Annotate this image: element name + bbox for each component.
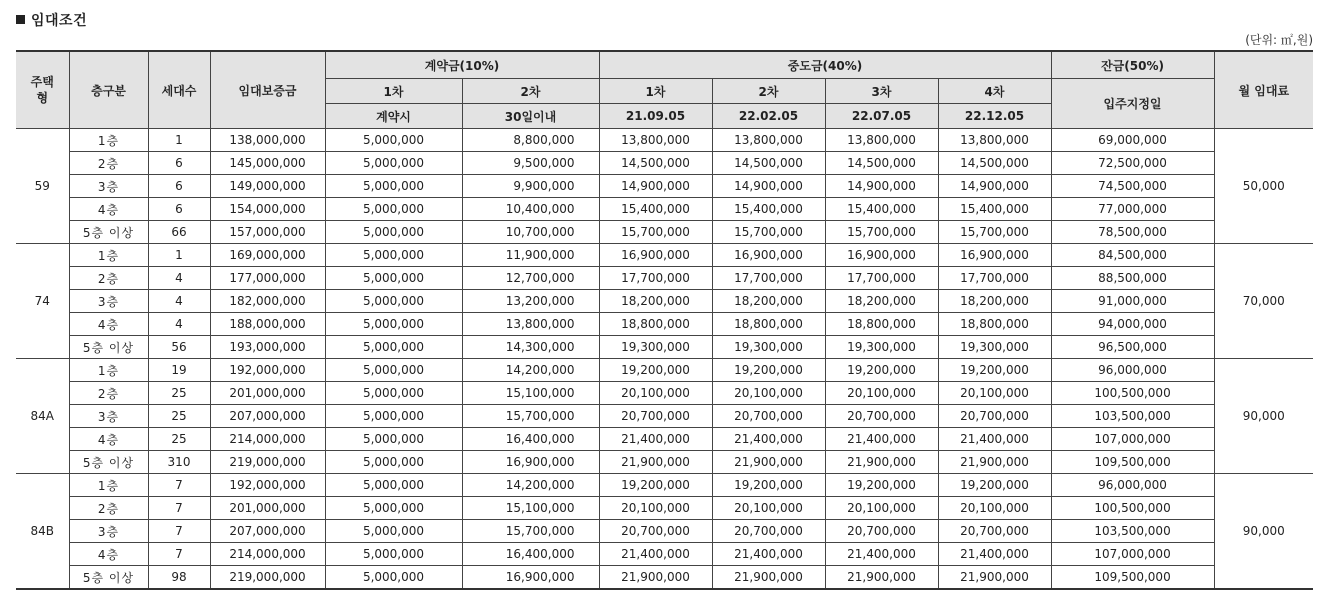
header-floor: 층구분 [69,51,148,129]
table-row [16,451,1313,474]
header-contract: 계약금(10%) [325,51,599,79]
deposit-cell: 193,000,000 [210,336,325,359]
contract-2-cell: 16,900,000 [462,451,599,474]
middle-3-cell: 14,500,000 [825,152,938,175]
header-contract-1: 1차 [325,79,462,104]
contract-2-cell: 14,200,000 [462,474,599,497]
deposit-cell: 138,000,000 [210,129,325,152]
middle-4-cell: 20,100,000 [938,497,1051,520]
table-row [16,405,1313,428]
middle-2-cell: 21,900,000 [712,566,825,590]
contract-1-cell: 5,000,000 [325,198,462,221]
contract-2-cell: 15,700,000 [462,520,599,543]
contract-2-cell: 8,800,000 [462,129,599,152]
header-contract-2: 2차 [462,79,599,104]
header-house-type: 주택형 [16,51,69,129]
middle-1-cell: 19,300,000 [599,336,712,359]
table-row [16,152,1313,175]
contract-1-cell: 5,000,000 [325,175,462,198]
balance-cell: 91,000,000 [1051,290,1214,313]
middle-2-cell: 18,200,000 [712,290,825,313]
middle-4-cell: 15,700,000 [938,221,1051,244]
contract-1-cell: 5,000,000 [325,497,462,520]
middle-3-cell: 17,700,000 [825,267,938,290]
units-cell: 6 [148,152,210,175]
middle-3-cell: 20,700,000 [825,405,938,428]
table-row [16,543,1313,566]
header-middle-4: 4차 [938,79,1051,104]
floor-cell: 5층 이상 [69,336,148,359]
middle-2-cell: 14,500,000 [712,152,825,175]
middle-4-cell: 18,800,000 [938,313,1051,336]
middle-3-cell: 13,800,000 [825,129,938,152]
contract-2-cell: 13,800,000 [462,313,599,336]
house-type-cell: 59 [16,129,69,244]
middle-1-cell: 19,200,000 [599,474,712,497]
unit-note: (단위: ㎡,원) [1245,33,1313,47]
deposit-cell: 177,000,000 [210,267,325,290]
contract-1-cell: 5,000,000 [325,267,462,290]
floor-cell: 1층 [69,359,148,382]
deposit-cell: 207,000,000 [210,405,325,428]
table-row [16,129,1313,152]
middle-3-cell: 19,200,000 [825,474,938,497]
middle-2-cell: 15,400,000 [712,198,825,221]
deposit-cell: 201,000,000 [210,497,325,520]
balance-cell: 109,500,000 [1051,566,1214,590]
deposit-cell: 192,000,000 [210,474,325,497]
floor-cell: 4층 [69,313,148,336]
deposit-cell: 169,000,000 [210,244,325,267]
middle-1-cell: 21,900,000 [599,566,712,590]
middle-4-cell: 14,900,000 [938,175,1051,198]
table-row [16,566,1313,590]
floor-cell: 3층 [69,405,148,428]
deposit-cell: 201,000,000 [210,382,325,405]
middle-3-cell: 19,200,000 [825,359,938,382]
contract-2-cell: 10,700,000 [462,221,599,244]
deposit-cell: 182,000,000 [210,290,325,313]
floor-cell: 5층 이상 [69,566,148,590]
header-monthly-rent: 월 임대료 [1214,51,1313,129]
middle-3-cell: 21,400,000 [825,543,938,566]
balance-cell: 100,500,000 [1051,382,1214,405]
house-type-cell: 74 [16,244,69,359]
middle-1-cell: 21,400,000 [599,543,712,566]
middle-2-cell: 21,400,000 [712,428,825,451]
middle-4-cell: 20,100,000 [938,382,1051,405]
header-balance-when: 입주지정일 [1051,79,1214,129]
contract-2-cell: 16,400,000 [462,543,599,566]
square-bullet-icon [16,15,25,24]
section-title [16,10,87,30]
header-deposit: 임대보증금 [210,51,325,129]
units-cell: 25 [148,382,210,405]
deposit-cell: 219,000,000 [210,451,325,474]
floor-cell: 2층 [69,382,148,405]
monthly-rent-cell: 50,000 [1214,129,1313,244]
units-cell: 7 [148,520,210,543]
monthly-rent-cell: 90,000 [1214,474,1313,590]
balance-cell: 88,500,000 [1051,267,1214,290]
floor-cell: 3층 [69,290,148,313]
contract-1-cell: 5,000,000 [325,221,462,244]
units-cell: 4 [148,267,210,290]
middle-1-cell: 20,100,000 [599,382,712,405]
middle-1-cell: 21,900,000 [599,451,712,474]
middle-1-cell: 20,700,000 [599,520,712,543]
middle-1-cell: 20,100,000 [599,497,712,520]
middle-4-cell: 15,400,000 [938,198,1051,221]
middle-4-cell: 20,700,000 [938,520,1051,543]
balance-cell: 72,500,000 [1051,152,1214,175]
units-cell: 6 [148,175,210,198]
header-contract-1-when: 계약시 [325,104,462,129]
floor-cell: 3층 [69,520,148,543]
contract-1-cell: 5,000,000 [325,543,462,566]
table-row [16,359,1313,382]
middle-4-cell: 21,400,000 [938,428,1051,451]
table-row [16,520,1313,543]
middle-1-cell: 21,400,000 [599,428,712,451]
middle-4-cell: 21,900,000 [938,566,1051,590]
floor-cell: 4층 [69,198,148,221]
contract-1-cell: 5,000,000 [325,566,462,590]
monthly-rent-cell: 90,000 [1214,359,1313,474]
units-cell: 56 [148,336,210,359]
middle-2-cell: 19,300,000 [712,336,825,359]
contract-2-cell: 15,100,000 [462,497,599,520]
floor-cell: 5층 이상 [69,221,148,244]
deposit-cell: 207,000,000 [210,520,325,543]
contract-1-cell: 5,000,000 [325,520,462,543]
middle-2-cell: 19,200,000 [712,359,825,382]
middle-4-cell: 19,200,000 [938,474,1051,497]
table-row [16,244,1313,267]
units-cell: 7 [148,497,210,520]
contract-2-cell: 9,500,000 [462,152,599,175]
floor-cell: 2층 [69,497,148,520]
deposit-cell: 154,000,000 [210,198,325,221]
middle-4-cell: 18,200,000 [938,290,1051,313]
floor-cell: 1층 [69,474,148,497]
house-type-cell: 84A [16,359,69,474]
table-row [16,290,1313,313]
balance-cell: 100,500,000 [1051,497,1214,520]
middle-1-cell: 16,900,000 [599,244,712,267]
header-contract-2-when: 30일이내 [462,104,599,129]
middle-2-cell: 16,900,000 [712,244,825,267]
balance-cell: 94,000,000 [1051,313,1214,336]
units-cell: 25 [148,405,210,428]
header-middle-3-date: 22.07.05 [825,104,938,129]
middle-3-cell: 20,100,000 [825,497,938,520]
middle-3-cell: 15,700,000 [825,221,938,244]
middle-3-cell: 21,900,000 [825,566,938,590]
header-middle-2: 2차 [712,79,825,104]
deposit-cell: 149,000,000 [210,175,325,198]
contract-1-cell: 5,000,000 [325,382,462,405]
contract-1-cell: 5,000,000 [325,359,462,382]
deposit-cell: 145,000,000 [210,152,325,175]
units-cell: 6 [148,198,210,221]
floor-cell: 4층 [69,543,148,566]
floor-cell: 1층 [69,129,148,152]
middle-3-cell: 21,900,000 [825,451,938,474]
units-cell: 7 [148,474,210,497]
units-cell: 98 [148,566,210,590]
deposit-cell: 214,000,000 [210,543,325,566]
floor-cell: 3층 [69,175,148,198]
deposit-cell: 192,000,000 [210,359,325,382]
header-middle: 중도금(40%) [599,51,1051,79]
units-cell: 1 [148,244,210,267]
table-row [16,428,1313,451]
balance-cell: 96,000,000 [1051,359,1214,382]
middle-2-cell: 14,900,000 [712,175,825,198]
balance-cell: 96,500,000 [1051,336,1214,359]
contract-2-cell: 11,900,000 [462,244,599,267]
middle-4-cell: 16,900,000 [938,244,1051,267]
units-cell: 25 [148,428,210,451]
contract-2-cell: 9,900,000 [462,175,599,198]
table-row [16,313,1313,336]
units-cell: 1 [148,129,210,152]
middle-1-cell: 18,200,000 [599,290,712,313]
header-middle-2-date: 22.02.05 [712,104,825,129]
table-row [16,175,1313,198]
contract-2-cell: 14,300,000 [462,336,599,359]
deposit-cell: 188,000,000 [210,313,325,336]
middle-2-cell: 20,700,000 [712,405,825,428]
middle-1-cell: 17,700,000 [599,267,712,290]
balance-cell: 109,500,000 [1051,451,1214,474]
middle-4-cell: 17,700,000 [938,267,1051,290]
middle-2-cell: 19,200,000 [712,474,825,497]
units-cell: 66 [148,221,210,244]
balance-cell: 74,500,000 [1051,175,1214,198]
middle-2-cell: 13,800,000 [712,129,825,152]
middle-2-cell: 20,100,000 [712,382,825,405]
contract-1-cell: 5,000,000 [325,405,462,428]
middle-1-cell: 15,700,000 [599,221,712,244]
header-middle-3: 3차 [825,79,938,104]
units-cell: 4 [148,290,210,313]
balance-cell: 96,000,000 [1051,474,1214,497]
middle-1-cell: 18,800,000 [599,313,712,336]
middle-4-cell: 13,800,000 [938,129,1051,152]
units-cell: 310 [148,451,210,474]
contract-2-cell: 15,700,000 [462,405,599,428]
section-title-text: 임대조건 [31,13,88,29]
table-row [16,474,1313,497]
table-row [16,497,1313,520]
contract-1-cell: 5,000,000 [325,336,462,359]
floor-cell: 4층 [69,428,148,451]
contract-1-cell: 5,000,000 [325,129,462,152]
header-units: 세대수 [148,51,210,129]
middle-4-cell: 20,700,000 [938,405,1051,428]
header-balance: 잔금(50%) [1051,51,1214,79]
floor-cell: 5층 이상 [69,451,148,474]
balance-cell: 107,000,000 [1051,428,1214,451]
middle-1-cell: 15,400,000 [599,198,712,221]
contract-2-cell: 16,400,000 [462,428,599,451]
header-middle-1-date: 21.09.05 [599,104,712,129]
table-row [16,382,1313,405]
middle-1-cell: 13,800,000 [599,129,712,152]
units-cell: 4 [148,313,210,336]
contract-2-cell: 12,700,000 [462,267,599,290]
units-cell: 19 [148,359,210,382]
middle-1-cell: 19,200,000 [599,359,712,382]
middle-3-cell: 16,900,000 [825,244,938,267]
header-middle-1: 1차 [599,79,712,104]
middle-3-cell: 20,700,000 [825,520,938,543]
middle-2-cell: 15,700,000 [712,221,825,244]
middle-2-cell: 18,800,000 [712,313,825,336]
balance-cell: 69,000,000 [1051,129,1214,152]
units-cell: 7 [148,543,210,566]
contract-1-cell: 5,000,000 [325,428,462,451]
header-middle-4-date: 22.12.05 [938,104,1051,129]
contract-2-cell: 15,100,000 [462,382,599,405]
rental-conditions-table [16,50,1313,590]
contract-2-cell: 13,200,000 [462,290,599,313]
table-row [16,221,1313,244]
balance-cell: 84,500,000 [1051,244,1214,267]
floor-cell: 2층 [69,152,148,175]
contract-1-cell: 5,000,000 [325,451,462,474]
deposit-cell: 219,000,000 [210,566,325,590]
table-row [16,198,1313,221]
middle-3-cell: 14,900,000 [825,175,938,198]
middle-4-cell: 19,200,000 [938,359,1051,382]
middle-4-cell: 21,900,000 [938,451,1051,474]
middle-2-cell: 20,100,000 [712,497,825,520]
contract-1-cell: 5,000,000 [325,290,462,313]
middle-2-cell: 20,700,000 [712,520,825,543]
house-type-cell: 84B [16,474,69,590]
balance-cell: 103,500,000 [1051,405,1214,428]
middle-4-cell: 14,500,000 [938,152,1051,175]
contract-1-cell: 5,000,000 [325,313,462,336]
middle-3-cell: 21,400,000 [825,428,938,451]
contract-2-cell: 14,200,000 [462,359,599,382]
floor-cell: 1층 [69,244,148,267]
deposit-cell: 214,000,000 [210,428,325,451]
table-row [16,267,1313,290]
monthly-rent-cell: 70,000 [1214,244,1313,359]
middle-3-cell: 18,800,000 [825,313,938,336]
contract-1-cell: 5,000,000 [325,474,462,497]
middle-1-cell: 14,500,000 [599,152,712,175]
contract-1-cell: 5,000,000 [325,152,462,175]
middle-2-cell: 21,900,000 [712,451,825,474]
middle-3-cell: 15,400,000 [825,198,938,221]
deposit-cell: 157,000,000 [210,221,325,244]
floor-cell: 2층 [69,267,148,290]
table-header [16,51,1313,129]
middle-3-cell: 20,100,000 [825,382,938,405]
middle-3-cell: 19,300,000 [825,336,938,359]
balance-cell: 107,000,000 [1051,543,1214,566]
balance-cell: 103,500,000 [1051,520,1214,543]
balance-cell: 77,000,000 [1051,198,1214,221]
middle-3-cell: 18,200,000 [825,290,938,313]
middle-1-cell: 14,900,000 [599,175,712,198]
contract-2-cell: 10,400,000 [462,198,599,221]
middle-2-cell: 21,400,000 [712,543,825,566]
middle-1-cell: 20,700,000 [599,405,712,428]
contract-1-cell: 5,000,000 [325,244,462,267]
balance-cell: 78,500,000 [1051,221,1214,244]
contract-2-cell: 16,900,000 [462,566,599,590]
table-body [16,129,1313,590]
middle-4-cell: 21,400,000 [938,543,1051,566]
table-row [16,336,1313,359]
middle-4-cell: 19,300,000 [938,336,1051,359]
middle-2-cell: 17,700,000 [712,267,825,290]
